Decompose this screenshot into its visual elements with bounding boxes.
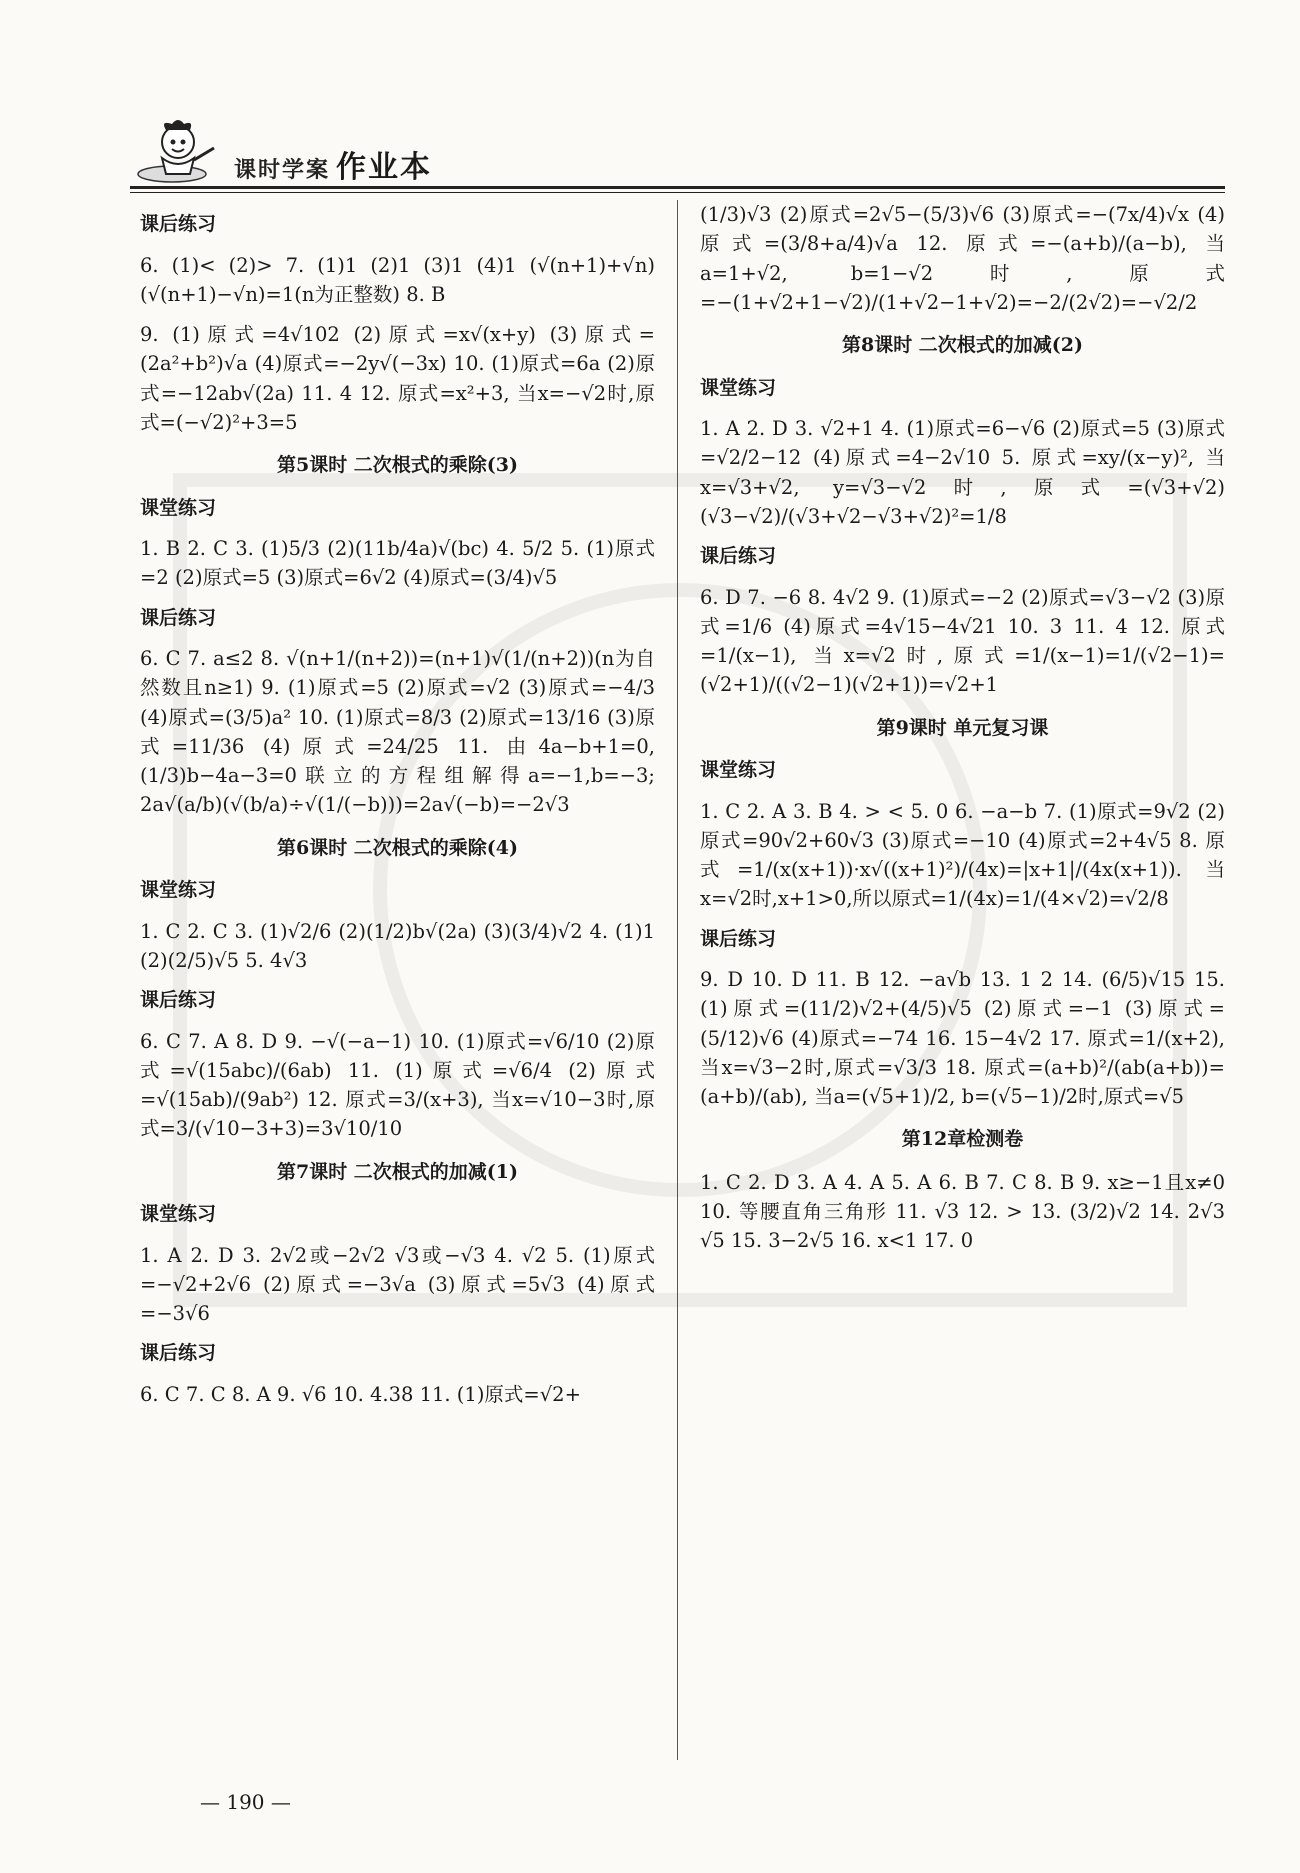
lesson-title: 第9课时 单元复习课	[876, 716, 1049, 739]
section-heading: 课后练习	[700, 927, 777, 950]
section-heading: 课堂练习	[140, 879, 217, 901]
answer-line: 6. (1)< (2)> 7. (1)1 (2)1 (3)1 (4)1 (√(n+1)+√n)(√(n+1)−√n)=1(n为正整数) 8. B	[140, 253, 655, 306]
mascot-logo-icon	[130, 118, 230, 188]
section-heading: 课后练习	[140, 606, 217, 629]
lesson-title: 第8课时 二次根式的加减(2)	[841, 334, 1084, 356]
lesson-title: 第12章检测卷	[901, 1128, 1024, 1151]
lesson-title: 第5课时 二次根式的乘除(3)	[276, 454, 519, 476]
section-heading: 课后练习	[140, 989, 217, 1011]
answer-line: 6. C 7. A 8. D 9. −√(−a−1) 10. (1)原式=√6/10 (2)原式=√(15abc)/(6ab) 11. (1)原式=√6/4 (2)原式=√(15ab)/(9ab²) 12. 原式=3/(x+3), 当x=√10−3时,原式=3/(√10−3+3)=3√10/10	[140, 1029, 655, 1141]
brand-series: 课时学案	[234, 157, 331, 183]
answer-line: 1. A 2. D 3. 2√2或−2√2 √3或−√3 4. √2 5. (1)原式=−√2+2√6 (2)原式=−3√a (3)原式=5√3 (4)原式=−3√6	[140, 1243, 655, 1325]
left-column	[140, 200, 655, 1420]
brand-subtitle: 作业本	[336, 150, 433, 185]
answer-line: 1. C 2. A 3. B 4. > < 5. 0 6. −a−b 7. (1)原式=9√2 (2)原式=90√2+60√3 (3)原式=−10 (4)原式=2+4√5 8. 原式=1/(x(x+1))·x√((x+1)²)/(4x)=|x+1|/(4x(x+1)). 当x=√2时,x+1>0,所以原式=1/(4x)=1/(4×√2)=√2/8	[700, 799, 1225, 911]
section-heading: 课后练习	[140, 213, 217, 235]
answer-line: 1. C 2. D 3. A 4. A 5. A 6. B 7. C 8. B 9. x≥−1且x≠0 10. 等腰直角三角形 11. √3 12. > 13. (3/2)√2 14. 2√3 √5 15. 3−2√5 16. x<1 17. 0	[700, 1170, 1225, 1253]
answer-line: 1. A 2. D 3. √2+1 4. (1)原式=6−√6 (2)原式=5 (3)原式=√2/2−12 (4)原式=4−2√10 5. 原式=xy/(x−y)², 当x=√3+√2, y=√3−√2时,原式=(√3+√2)(√3−√2)/(√3+√2−√3+√2)²=1/8	[700, 417, 1225, 528]
answer-line: 1. B 2. C 3. (1)5/3 (2)(11b/4a)√(bc) 4. 5/2 5. (1)原式=2 (2)原式=5 (3)原式=6√2 (4)原式=(3/4)√5	[140, 537, 655, 590]
page-number: — 190 —	[200, 1790, 291, 1814]
page-header	[130, 118, 1225, 188]
section-heading: 课堂练习	[140, 1203, 217, 1225]
section-heading: 课堂练习	[140, 496, 217, 519]
section-heading: 课后练习	[140, 1342, 217, 1365]
section-heading: 课后练习	[700, 545, 777, 567]
header-rule-thin	[130, 192, 1225, 193]
answer-line: 9. D 10. D 11. B 12. −a√b 13. 1 2 14. (6/5)√15 15. (1)原式=(11/2)√2+(4/5)√5 (2)原式=−1 (3)原式=(5/12)√6 (4)原式=−74 16. 15−4√2 17. 原式=1/(x+2), 当x=√3−2时,原式=√3/3 18. 原式=(a+b)²/(ab(a+b))=(a+b)/(ab), 当a=(√5+1)/2, b=(√5−1)/2时,原式=√5	[700, 968, 1225, 1108]
answer-line: 6. C 7. a≤2 8. √(n+1/(n+2))=(n+1)√(1/(n+2))(n为自然数且n≥1) 9. (1)原式=5 (2)原式=√2 (3)原式=−4/3 (4)原式=(3/5)a² 10. (1)原式=8/3 (2)原式=13/16 (3)原式=11/36 (4)原式=24/25 11. 由4a−b+1=0, (1/3)b−4a−3=0联立的方程组解得a=−1,b=−3; 2a√(a/b)(√(b/a)÷√(1/(−b)))=2a√(−b)=−2√3	[140, 647, 655, 817]
column-divider	[677, 200, 678, 1760]
answer-line: 6. D 7. −6 8. 4√2 9. (1)原式=−2 (2)原式=√3−√2 (3)原式=1/6 (4)原式=4√15−4√21 10. 3 11. 4 12. 原式=1/(x−1), 当x=√2时,原式=1/(x−1)=1/(√2−1)=(√2+1)/((√2−1)(√2+1))=√2+1	[700, 585, 1225, 697]
right-column	[700, 200, 1225, 1267]
brand-title	[234, 142, 432, 186]
answer-line: (1/3)√3 (2)原式=2√5−(5/3)√6 (3)原式=−(7x/4)√x (4)原式=(3/8+a/4)√a 12. 原式=−(a+b)/(a−b), 当a=1+√2, b=1−√2时,原式=−(1+√2+1−√2)/(1+√2−1+√2)=−2/(2√2)=−√2/2	[700, 203, 1225, 314]
section-heading: 课堂练习	[700, 376, 777, 399]
answer-line: 9. (1)原式=4√102 (2)原式=x√(x+y) (3)原式=(2a²+b²)√a (4)原式=−2y√(−3x) 10. (1)原式=6a (2)原式=−12ab√(2a) 11. 4 12. 原式=x²+3, 当x=−√2时,原式=(−√2)²+3=5	[140, 323, 655, 434]
answer-line: 1. C 2. C 3. (1)√2/6 (2)(1/2)b√(2a) (3)(3/4)√2 4. (1)1 (2)(2/5)√5 5. 4√3	[140, 919, 655, 972]
header-rule-thick	[130, 186, 1225, 189]
lesson-title: 第7课时 二次根式的加减(1)	[276, 1160, 519, 1183]
section-heading: 课堂练习	[700, 759, 777, 781]
answer-line: 6. C 7. C 8. A 9. √6 10. 4.38 11. (1)原式=√2+	[140, 1382, 581, 1406]
lesson-title: 第6课时 二次根式的乘除(4)	[276, 836, 519, 859]
